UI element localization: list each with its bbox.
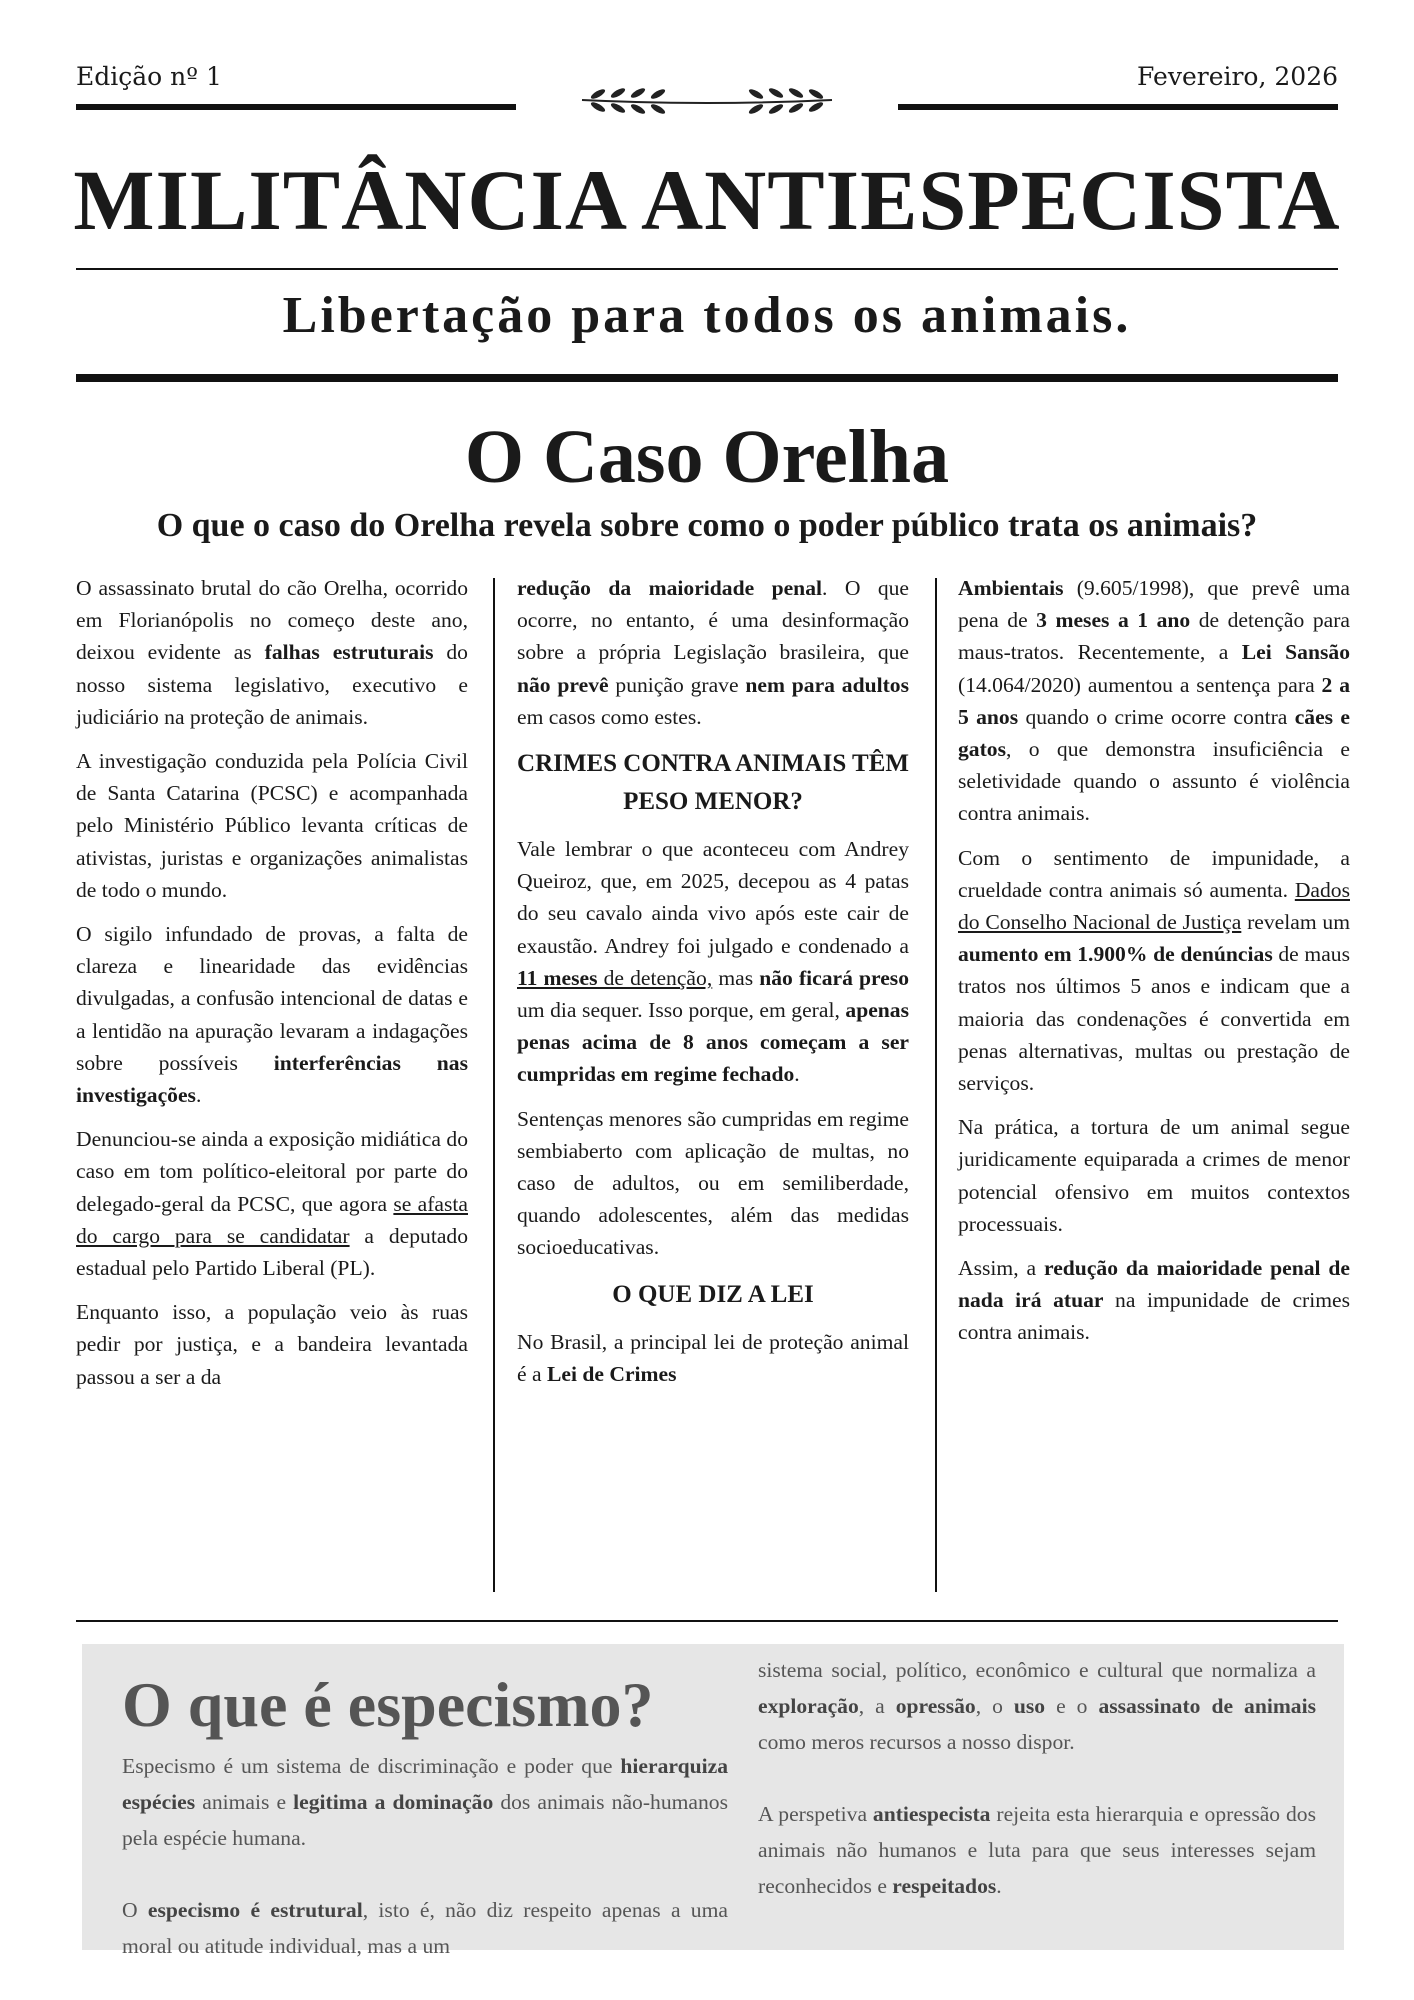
text-run: de maus tratos nos últimos 5 anos e indicam que a maioria das condenações é convertida em penas alternativas, multas ou prestação de serviços. [958, 942, 1350, 1096]
text-run: O assassinato brutal do cão Orelha, ocorrido em Florianópolis no começo deste ano, deixou evidente as [76, 576, 468, 665]
col3-paragraph-2 [958, 842, 1350, 1100]
text-run: Enquanto isso, a população veio às ruas pedir por justiça, e a bandeira levantada passou a ser a da [76, 1300, 468, 1389]
text-run: um dia sequer. Isso porque, em geral, [517, 998, 846, 1023]
col2-paragraph-2 [517, 833, 909, 1091]
especismo-box [82, 1644, 1344, 1958]
emphasis: 11 meses [517, 965, 598, 990]
emphasis: uso [1013, 1694, 1046, 1718]
box-title: O que é especismo? [122, 1669, 654, 1740]
emphasis: nem para adultos [745, 672, 909, 697]
col1-paragraph-5 [76, 1296, 468, 1393]
column-divider-1 [493, 578, 495, 1592]
emphasis: Ambientais [958, 576, 1064, 600]
text-run: animais e [195, 1790, 294, 1814]
emphasis: assassinato de animais [1098, 1694, 1317, 1718]
emphasis: cães e gatos [958, 704, 1350, 762]
section-heading-lei: O QUE DIZ A LEI [612, 1280, 814, 1308]
text-run: em casos como estes. [517, 704, 702, 729]
text-run: (9.605/1998), que prevê uma pena de [958, 576, 1350, 633]
sentence-link[interactable] [517, 966, 712, 990]
column-divider-2 [935, 578, 937, 1592]
text-run: , a [858, 1694, 896, 1718]
article-column-1 [76, 572, 468, 1405]
text-run: . O que ocorre, no entanto, é uma desinformação sobre a própria Legislação brasileira, que [517, 576, 909, 665]
text-run: No Brasil, a principal lei de proteção animal é a [517, 1329, 909, 1386]
box-column-right [758, 1652, 1316, 1940]
emphasis: falhas estruturais [264, 640, 434, 665]
article-subheadline: O que o caso do Orelha revela sobre como o poder público trata os animais? [156, 507, 1258, 544]
box-paragraph-4 [758, 1796, 1316, 1904]
text-run: , o [975, 1694, 1014, 1718]
box-paragraph-3 [758, 1652, 1316, 1760]
text-run: a deputado estadual pelo Partido Liberal (PL). [76, 1223, 468, 1281]
text-run: A investigação conduzida pela Polícia Civil de Santa Catarina (PCSC) e acompanhada pelo Ministério Público levanta críticas de ativistas, juristas e organizações animalistas de todo o mundo. [76, 749, 468, 902]
emphasis: hierarquiza espécies [122, 1754, 728, 1814]
masthead-title: MILITÂNCIA ANTIESPECISTA [73, 152, 1341, 248]
emphasis: legitima a dominação [293, 1790, 494, 1814]
text-run: Denunciou-se ainda a exposição midiática do caso em tom político-eleitoral por parte do delegado-geral da PCSC, que agora [76, 1127, 468, 1216]
col1-paragraph-1 [76, 572, 468, 733]
emphasis: especismo é estrutural [147, 1898, 363, 1922]
edition-label: Edição nº 1 [76, 62, 222, 91]
box-column-left [122, 1748, 728, 2000]
text-run: Vale lembrar o que aconteceu com Andrey Queiroz, que, em 2025, decepou as 4 patas do seu cavalo ainda vivo após este cair de exaustão. Andrey foi julgado e condenado a [517, 837, 909, 958]
emphasis: redução da maioridade penal [517, 576, 822, 600]
emphasis: 3 meses a 1 ano [1036, 608, 1191, 633]
text-run: quando o crime ocorre contra [1018, 704, 1295, 729]
text-run: Com o sentimento de impunidade, a crueldade contra animais só aumenta. [958, 845, 1350, 902]
text-run: como meros recursos a nosso dispor. [758, 1730, 1075, 1754]
emphasis: Lei Sansão [1241, 640, 1350, 665]
text-run: Assim, a [958, 1256, 1045, 1281]
emphasis: 2 a 5 anos [958, 672, 1350, 729]
text-run: (14.064/2020) aumentou a sentença para [958, 672, 1322, 697]
emphasis: redução da maioridade penal de nada irá atuar [958, 1256, 1351, 1313]
col1-paragraph-2 [76, 745, 468, 906]
text-run: . [996, 1874, 1002, 1898]
text-run: . [195, 1083, 202, 1108]
text-run: e o [1045, 1694, 1099, 1718]
laurel-ornament-icon [578, 82, 836, 118]
text-run: na impunidade de crimes contra animais. [958, 1288, 1350, 1345]
text-run: sistema social, político, econômico e cultural que normaliza a [758, 1658, 1316, 1682]
header-rule-right [898, 104, 1338, 110]
col2-paragraph-4 [517, 1326, 909, 1390]
text-run: , isto é, não diz respeito apenas a uma moral ou atitude individual, mas a um [122, 1898, 728, 1958]
text-run: punição grave [608, 672, 746, 697]
text-run: do nosso sistema legislativo, executivo e judiciário na proteção de animais. [76, 640, 468, 729]
text-run: revelam um [1241, 910, 1350, 935]
text-run: Especismo é um sistema de discriminação e poder que [122, 1754, 621, 1778]
cnj-data-link[interactable]: Dados do Conselho Nacional de Justiça [958, 877, 1350, 935]
text-run: O sigilo infundado de provas, a falta de clareza e linearidade das evidências divulgadas, a confusão intencional de datas e a lentidão na apuração levaram a indagações sobre possíveis [76, 922, 468, 1075]
col3-paragraph-3: Na prática, a tortura de um animal segue juridicamente equiparada a crimes de menor potencial ofensivo em muitos contextos processuais. [958, 1115, 1350, 1236]
emphasis: aumento em 1.900% de denúncias [958, 942, 1273, 967]
emphasis: opressão [895, 1694, 976, 1718]
text-run: de detenção, [597, 965, 713, 990]
emphasis: não prevê [517, 672, 609, 697]
col2-paragraph-1 [517, 572, 909, 733]
tagline: Libertação para todos os animais. [282, 287, 1132, 344]
emphasis: exploração [758, 1694, 859, 1718]
col1-paragraph-3 [76, 918, 468, 1111]
text-run: O [122, 1898, 148, 1922]
text-run: , o que demonstra insuficiência e seletividade quando o assunto é violência contra animais. [958, 737, 1350, 826]
text-run: rejeita esta hierarquia e opressão dos animais não humanos e luta para que seus interesses sejam reconhecidos e [758, 1802, 1316, 1898]
news-link[interactable]: se afasta do cargo para se candidatar [76, 1191, 468, 1248]
section-heading-crimes: CRIMES CONTRA ANIMAIS TÊM PESO MENOR? [517, 750, 909, 816]
emphasis: apenas penas acima de 8 anos começam a ser cumpridas em regime fechado [517, 998, 909, 1087]
text-run: A perspetiva [758, 1802, 873, 1826]
header-rule-left [76, 104, 516, 110]
emphasis: respeitados [892, 1874, 997, 1898]
emphasis: antiespecista [872, 1802, 991, 1826]
box-paragraph-1 [122, 1748, 728, 1856]
article-headline: O Caso Orelha [464, 415, 950, 499]
article-column-2 [517, 572, 909, 1402]
bottom-rule [76, 1620, 1338, 1622]
article-column-3 [958, 572, 1350, 1361]
text-run: dos animais não-humanos pela espécie humana. [122, 1790, 728, 1850]
emphasis: interferências nas investigações [76, 1050, 468, 1108]
box-paragraph-2 [122, 1892, 728, 1964]
masthead-rule [76, 268, 1338, 270]
col3-paragraph-4 [958, 1252, 1350, 1349]
col3-paragraph-1 [958, 572, 1350, 830]
text-run: mas [712, 965, 760, 990]
col1-paragraph-4 [76, 1123, 468, 1284]
tagline-rule [76, 374, 1338, 382]
emphasis: não ficará preso [759, 965, 909, 990]
emphasis: Lei de Crimes [546, 1361, 677, 1386]
col2-paragraph-3: Sentenças menores são cumpridas em regime sembiaberto com aplicação de multas, no caso de adultos, ou em semiliberdade, quando adolescentes, além das medidas socioeducativas. [517, 1106, 909, 1260]
text-run: . [794, 1062, 800, 1087]
text-run: de detenção para maus-tratos. Recentemente, a [958, 608, 1350, 665]
issue-date: Fevereiro, 2026 [1137, 62, 1338, 91]
